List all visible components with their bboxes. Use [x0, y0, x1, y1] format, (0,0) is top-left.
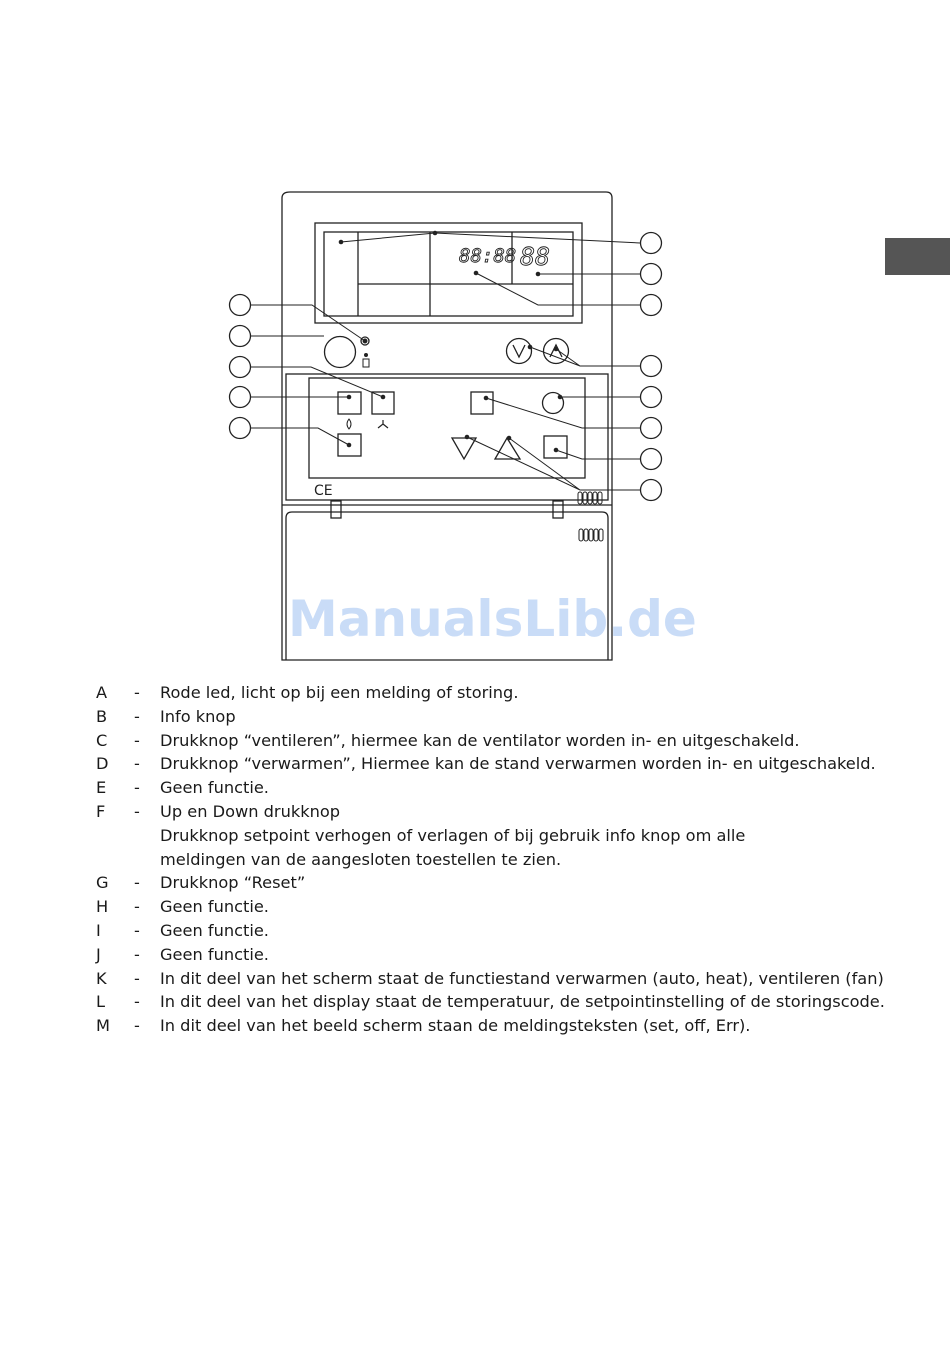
vent-slots-lower — [579, 529, 603, 541]
legend-item-l: L - In dit deel van het display staat de temperatuur, de setpointinstelling of de storingscode. — [96, 992, 885, 1012]
legend-item-m: M - In dit deel van het beeld scherm staan de meldingsteksten (set, off, Err). — [96, 1016, 751, 1036]
legend-item-a: A - Rode led, licht op bij een melding of storing. — [96, 683, 519, 702]
square-button-i — [544, 436, 567, 458]
display-digits-right: 88 — [520, 242, 551, 271]
info-icon — [363, 354, 369, 368]
vent-slots-upper — [578, 492, 602, 504]
down-round-button — [507, 339, 532, 364]
legend-item-h: H - Geen functie. — [96, 897, 269, 917]
reset-button — [471, 392, 493, 414]
hinge-right — [553, 501, 563, 518]
display-digits-left: 88:88 — [459, 245, 517, 267]
flame-icon — [347, 419, 351, 429]
callout-circles-left — [230, 295, 251, 439]
fan-icon — [378, 420, 388, 428]
legend-list — [96, 681, 896, 1038]
down-triangle-button — [452, 438, 476, 459]
legend-item-f: F - Up en Down drukknop — [96, 801, 341, 821]
ce-mark: CE — [314, 483, 333, 499]
info-knob — [325, 337, 356, 368]
legend-item-e: E - Geen functie. — [96, 778, 269, 798]
legend-item-i: I - Geen functie. — [96, 920, 269, 940]
callout-circles-right — [641, 233, 662, 501]
legend-item-g: G - Drukknop “Reset” — [96, 873, 306, 893]
hinge-left — [331, 501, 341, 518]
legend-item-c: C - Drukknop “ventileren”, hiermee kan de ventilator worden in- en uitgeschakeld. — [96, 730, 800, 750]
legend-item-f-line2: Drukknop setpoint verhogen of verlagen of bij gebruik info knop om alle — [160, 825, 746, 845]
legend-item-j: J - Geen functie. — [96, 944, 269, 964]
legend-item-f-line3: meldingen van de aangesloten toestellen te zien. — [160, 849, 562, 869]
manualslib-watermark: ManualsLib.de — [288, 590, 697, 648]
legend-item-d: D - Drukknop “verwarmen”, Hiermee kan de stand verwarmen worden in- en uitgeschakeld. — [96, 754, 876, 774]
housing-outline — [282, 192, 612, 660]
cover-outline — [286, 512, 608, 660]
legend-item-b: B - Info knop — [96, 706, 236, 726]
legend-item-k: K - In dit deel van het scherm staat de functiestand verwarmen (auto, heat), ventileren (fan) — [96, 968, 884, 988]
